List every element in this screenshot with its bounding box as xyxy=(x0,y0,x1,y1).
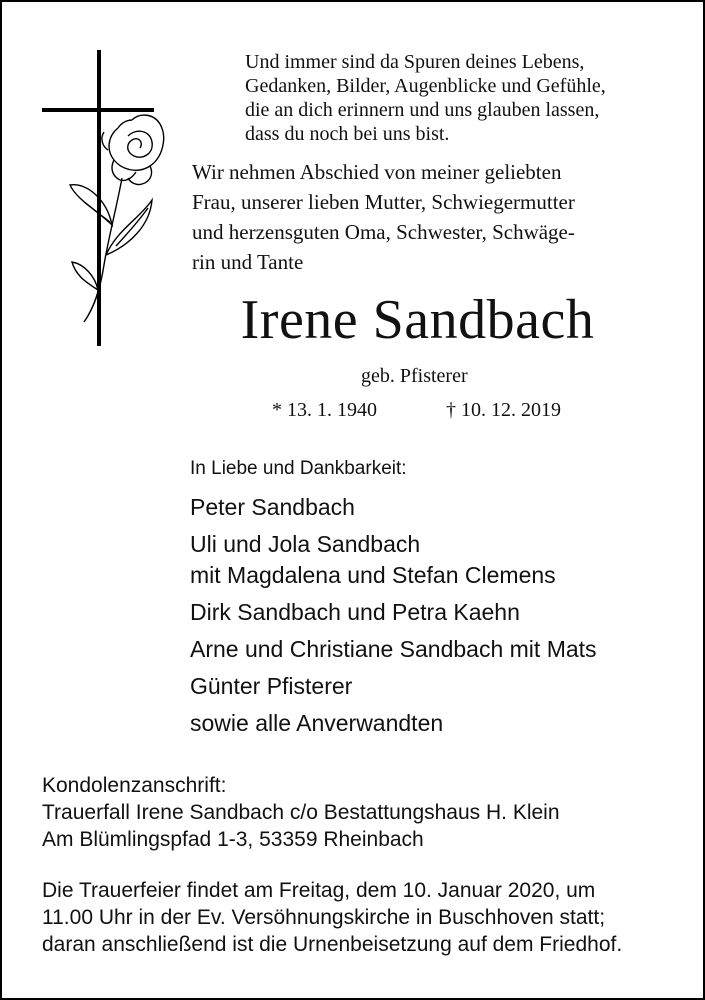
thanks-line: In Liebe und Dankbarkeit: xyxy=(190,458,407,479)
mourner-name: Dirk Sandbach und Petra Kaehn xyxy=(190,599,520,625)
mourner-name: Arne und Christiane Sandbach mit Mats xyxy=(190,636,597,662)
funeral-service-info xyxy=(42,877,622,958)
mourner-name: Uli und Jola Sandbach xyxy=(190,531,421,557)
maiden-name: geb. Pfisterer xyxy=(361,365,468,387)
service-line: 11.00 Uhr in der Ev. Versöhnungskirche in Buschhoven statt; xyxy=(42,906,606,929)
birth-date: * 13. 1. 1940 xyxy=(272,399,377,421)
poem-line: Gedanken, Bilder, Augenblicke und Gefühle, xyxy=(245,75,606,97)
mourner-name: Peter Sandbach xyxy=(190,494,355,520)
farewell-intro xyxy=(192,157,642,277)
deceased-name: Irene Sandbach xyxy=(240,289,595,351)
poem-line: die an dich erinnern und uns glauben lassen, xyxy=(245,99,600,121)
mourners-list xyxy=(190,492,597,745)
mourner-name: Günter Pfisterer xyxy=(190,673,353,699)
poem xyxy=(245,50,606,146)
intro-line: Frau, unserer lieben Mutter, Schwiegermutter xyxy=(192,190,575,214)
condolence-address xyxy=(42,772,560,853)
poem-line: dass du noch bei uns bist. xyxy=(245,123,450,145)
condolence-heading: Kondolenzanschrift: xyxy=(42,774,227,797)
mourner-name: mit Magdalena und Stefan Clemens xyxy=(190,562,556,588)
condolence-line: Trauerfall Irene Sandbach c/o Bestattungshaus H. Klein xyxy=(42,801,560,824)
intro-line: rin und Tante xyxy=(192,250,304,274)
death-date: † 10. 12. 2019 xyxy=(446,399,561,421)
condolence-line: Am Blümlingspfad 1-3, 53359 Rheinbach xyxy=(42,828,424,851)
poem-line: Und immer sind da Spuren deines Lebens, xyxy=(245,51,585,73)
service-line: daran anschließend ist die Urnenbeisetzung auf dem Friedhof. xyxy=(42,933,623,956)
intro-line: und herzensguten Oma, Schwester, Schwäge- xyxy=(192,220,575,244)
service-line: Die Trauerfeier findet am Freitag, dem 10. Januar 2020, um xyxy=(42,879,596,902)
intro-line: Wir nehmen Abschied von meiner geliebten xyxy=(192,160,562,184)
mourner-name: sowie alle Anverwandten xyxy=(190,710,444,736)
